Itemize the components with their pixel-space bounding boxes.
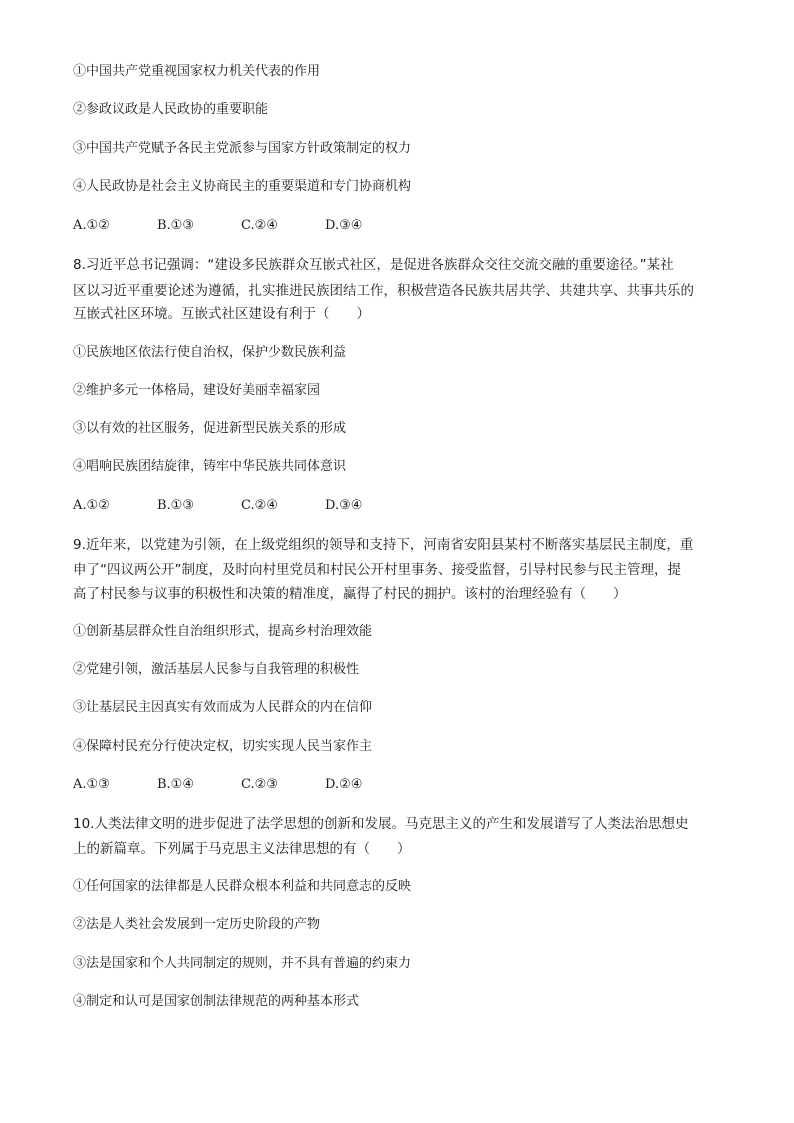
- q7-option-4: ④人民政协是社会主义协商民主的重要渠道和专门协商机构: [73, 179, 412, 194]
- q7-choice-c: C.②④: [241, 218, 278, 233]
- q7-option-1: ①中国共产党重视国家权力机关代表的作用: [73, 64, 321, 79]
- q8-choice-c: C.②④: [241, 498, 278, 513]
- q10-stem-line-1: 10.人类法律文明的进步促进了法学思想的创新和发展。马克思主义的产生和发展谱写了人类法治思想史: [73, 816, 689, 832]
- q9-option-3: ③让基层民主因真实有效而成为人民群众的内在信仰: [73, 700, 373, 715]
- q9-stem-line-1: 9.近年来，以党建为引领，在上级党组织的领导和支持下，河南省安阳县某村不断落实基层民主制度，重: [73, 537, 694, 553]
- q8-choices: [73, 497, 409, 515]
- q10-option-1: ①任何国家的法律都是人民群众根本利益和共同意志的反映: [73, 879, 412, 894]
- q8-choice-a: A.①②: [73, 498, 110, 513]
- q9-choices: [73, 776, 409, 794]
- q8-option-2: ②维护多元一体格局，建设好美丽幸福家园: [73, 383, 321, 398]
- q9-choice-d: D.②④: [325, 777, 363, 792]
- q9-choice-a: A.①③: [73, 777, 110, 792]
- q9-option-4: ④保障村民充分行使决定权，切实实现人民当家作主: [73, 739, 373, 754]
- q8-choice-d: D.③④: [325, 498, 363, 513]
- q7-option-2: ②参政议政是人民政协的重要职能: [73, 102, 269, 117]
- q7-option-3: ③中国共产党赋予各民主党派参与国家方针政策制定的权力: [73, 141, 412, 156]
- q8-option-1: ①民族地区依法行使自治权，保护少数民族利益: [73, 345, 347, 360]
- q9-stem-line-2: 申了“四议两公开”制度，及时向村里党员和村民公开村里事务、接受监督，引导村民参与民主管理，提: [73, 562, 681, 578]
- q7-choice-d: D.③④: [325, 218, 363, 233]
- q8-stem-line-3: 互嵌式社区环境。互嵌式社区建设有利于（ ）: [73, 306, 370, 322]
- q8-stem-line-2: 区以习近平重要论述为遵循，扎实推进民族团结工作，积极营造各民族共居共学、共建共享、共事共乐的: [73, 283, 694, 299]
- q10-option-3: ③法是国家和个人共同制定的规则，并不具有普遍的约束力: [73, 956, 412, 971]
- q10-option-2: ②法是人类社会发展到一定历史阶段的产物: [73, 917, 321, 932]
- q9-option-2: ②党建引领，激活基层人民参与自我管理的积极性: [73, 662, 360, 677]
- q8-choice-b: B.①③: [157, 498, 194, 513]
- q9-stem-line-3: 高了村民参与议事的积极性和决策的精准度，赢得了村民的拥护。该村的治理经验有（ ）: [73, 586, 627, 602]
- q7-choices: [73, 217, 409, 235]
- q8-option-3: ③以有效的社区服务，促进新型民族关系的形成: [73, 421, 347, 436]
- q10-stem-line-2: 上的新篇章。下列属于马克思主义法律思想的有（ ）: [73, 841, 411, 857]
- q9-option-1: ①创新基层群众性自治组织形式，提高乡村治理效能: [73, 624, 373, 639]
- q8-option-4: ④唱响民族团结旋律，铸牢中华民族共同体意识: [73, 459, 347, 474]
- q8-stem-line-1: 8.习近平总书记强调：“建设多民族群众互嵌式社区，是促进各族群众交往交流交融的重要途径。”某社: [73, 257, 674, 273]
- q7-choice-a: A.①②: [73, 218, 110, 233]
- q7-choice-b: B.①③: [157, 218, 194, 233]
- q10-option-4: ④制定和认可是国家创制法律规范的两种基本形式: [73, 994, 360, 1009]
- q9-choice-c: C.②③: [241, 777, 278, 792]
- q9-choice-b: B.①④: [157, 777, 194, 792]
